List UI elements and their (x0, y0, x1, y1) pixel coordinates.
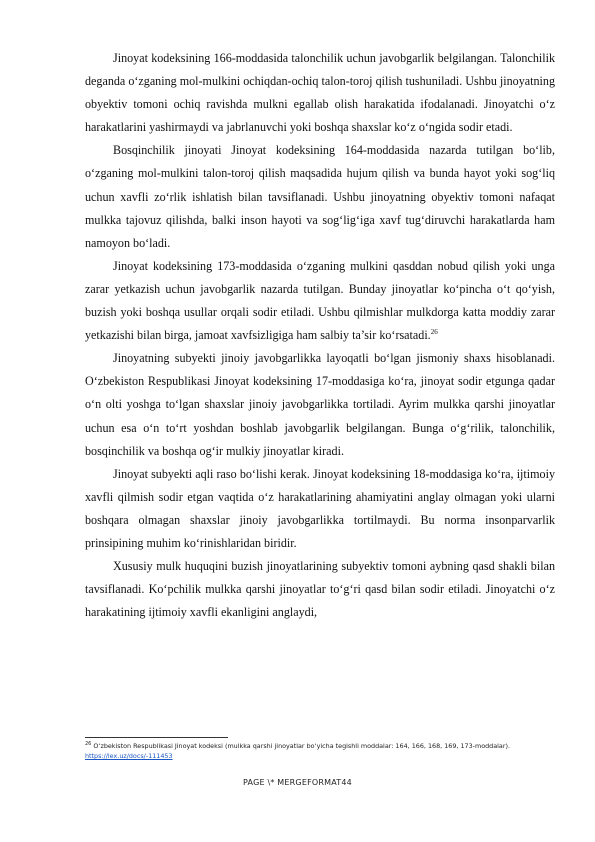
footnote-link[interactable]: https://lex.uz/docs/-111453 (85, 752, 173, 760)
paragraph-talonchilik: Jinoyat kodeksining 166-moddasida talonchilik uchun javobgarlik belgilangan. Talonchilik deganda o‘zganing mol-mulkini ochiqdan-ochiq talon-toroj qilish tushuniladi. Ushbu jinoyatning obyektiv tomoni ochiq ravishda mulkni egallab olish harakatida ifodalanadi. Jinoyatchi o‘z harakatlarini yashirmaydi va jabrlanuvchi yoki boshqa shaxslar ko‘z o‘ngida sodir etadi. (85, 51, 555, 135)
paragraph-jinoyat-subyekti: Jinoyatning subyekti jinoiy javobgarlikka layoqatli bo‘lgan jismoniy shaxs hisoblanadi. O‘zbekiston Respublikasi Jinoyat kodeksining 17-moddasiga ko‘ra, jinoyat sodir etgunga qadar o‘n olti yoshga to‘lgan shaxslar jinoiy javobgarlikka tortiladi. Ayrim mulkka qarshi jinoyatlar uchun esa o‘n to‘rt yoshdan boshlab javobgarlik belgilangan. Bunga o‘g‘rilik, talonchilik, bosqinchilik va boshqa og‘ir mulkiy jinoyatlar kiradi. (85, 351, 555, 458)
paragraph-aqli-raso: Jinoyat subyekti aqli raso bo‘lishi kerak. Jinoyat kodeksining 18-moddasiga ko‘ra, ijtimoiy xavfli qilmish sodir etgan vaqtida o‘z harakatlarining ahamiyatini anglay olmagan yoki ularni boshqara olmagan shaxslar jinoiy javobgarlikka tortilmaydi. Bu norma insonparvarlik prinsipining muhim ko‘rinishlaridan biridir. (85, 466, 555, 550)
paragraph-mulkni-nobud-qilish-text: Jinoyat kodeksining 173-moddasida o‘zganing mulkini qasddan nobud qilish yoki unga zarar yetkazish uchun javobgarlik nazarda tutilgan. Bunday jinoyatlar ko‘pincha o‘t qo‘yish, buzish yoki boshqa usullar orqali sodir etiladi. Ushbu qilmishlar mulkdorga katta moddiy zarar yetkazishi bilan birga, jamoat xavfsizligiga ham salbiy ta’sir ko‘rsatadi. (85, 258, 555, 343)
footnote-text: O‘zbekiston Respublikasi Jinoyat kodeksi (mulkka qarshi jinoyatlar bo‘yicha tegishli moddalar: 164, 166, 168, 169, 173-moddalar). (91, 742, 510, 750)
footnote-reference[interactable]: 26 (430, 328, 438, 337)
paragraph-subyektiv-tomon: Xususiy mulk huquqini buzish jinoyatlarining subyektiv tomoni aybning qasd shakli bilan tavsiflanadi. Ko‘pchilik mulkka qarshi jinoyatlar to‘g‘ri qasd bilan sodir etiladi. Jinoyatchi o‘z harakatining ijtimoiy xavfli ekanligini anglaydi, (85, 559, 555, 620)
page-footer: PAGE \* MERGEFORMAT44 (243, 778, 352, 787)
paragraph-mulkni-nobud-qilish (85, 255, 555, 347)
document-body (85, 47, 555, 624)
footnote (85, 741, 555, 761)
footnote-divider (85, 737, 228, 738)
paragraph-bosqinchilik: Bosqinchilik jinoyati Jinoyat kodeksining 164-moddasida nazarda tutilgan bo‘lib, o‘zganing mol-mulkini talon-toroj qilish maqsadida hujum qilish va bunda hayot yoki sog‘liq uchun xavfli zo‘rlik ishlatish bilan tavsiflanadi. Ushbu jinoyatning obyektiv tomoni nafaqat mulkka tajovuz qilishda, balki inson hayoti va sog‘lig‘iga xavf tug‘diruvchi harakatlarda ham namoyon bo‘ladi. (85, 143, 555, 250)
footnote-number: 26 (85, 740, 92, 747)
